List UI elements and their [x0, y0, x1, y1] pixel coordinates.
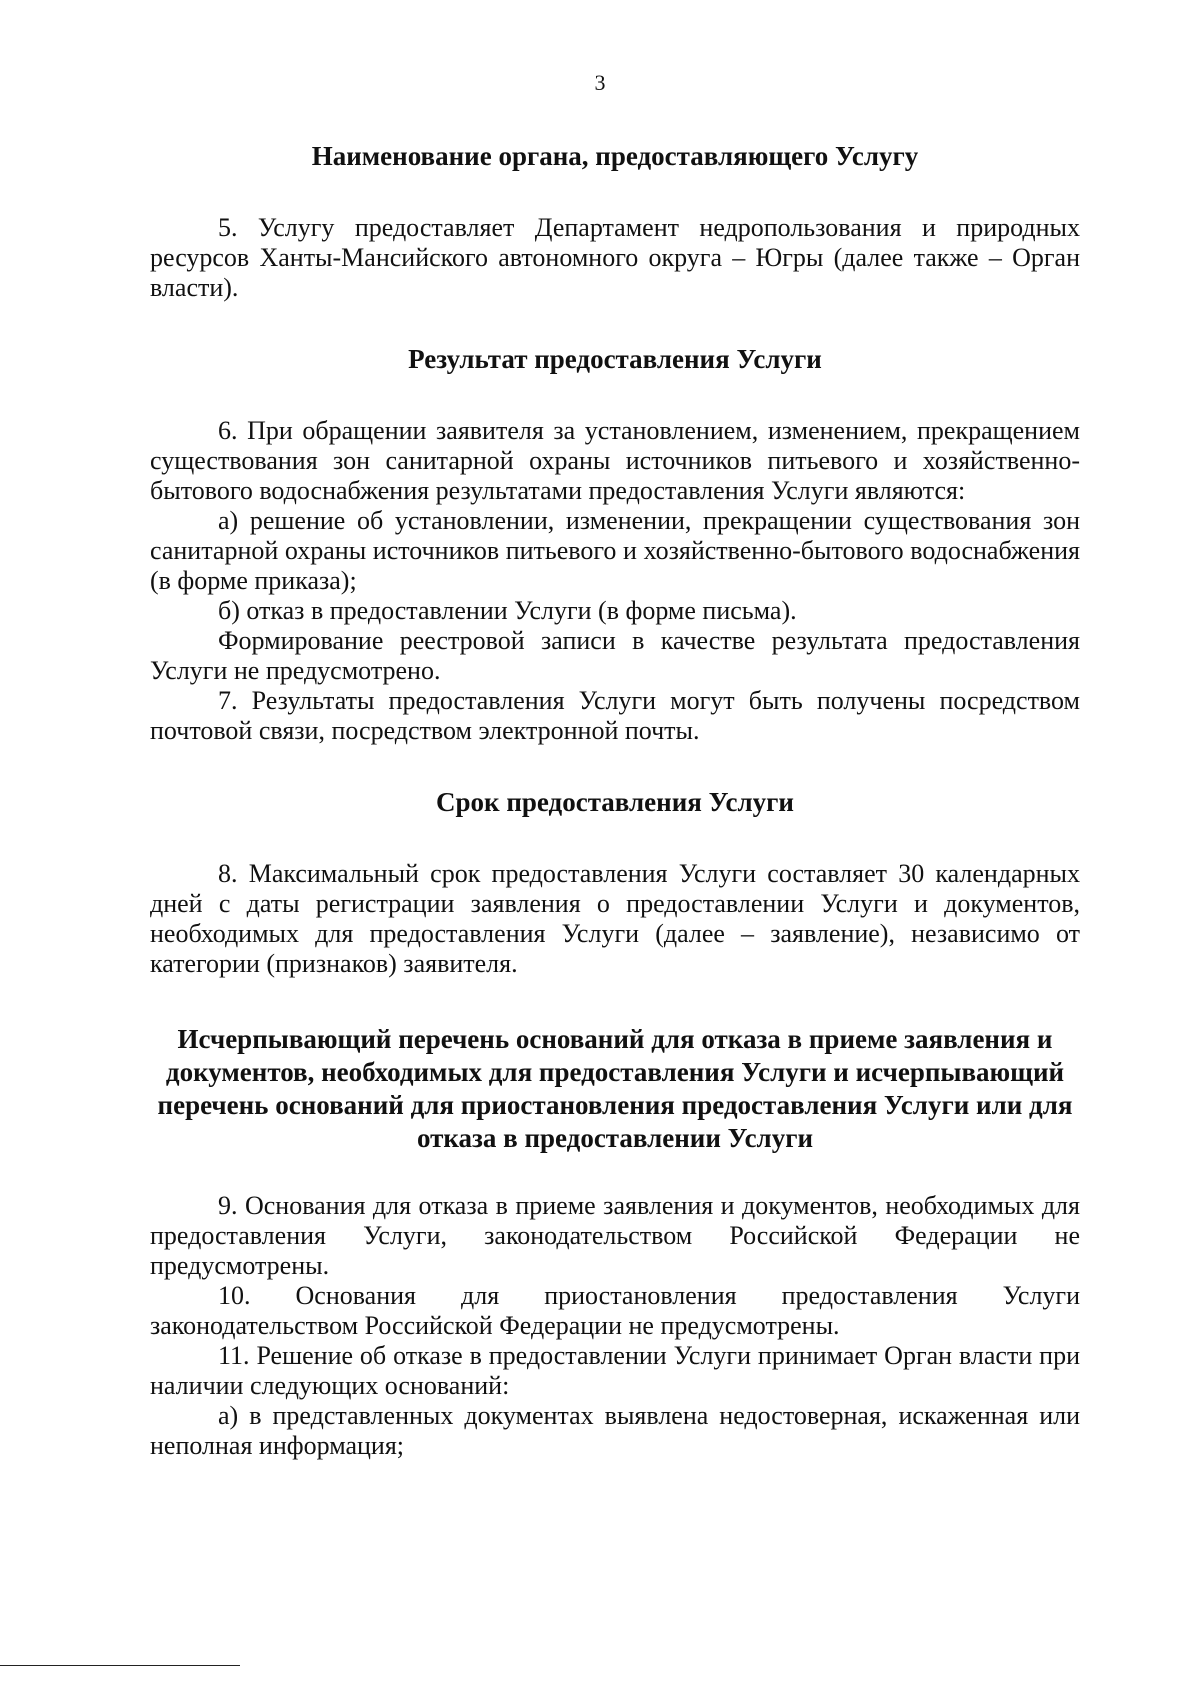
paragraph: б) отказ в предоставлении Услуги (в форме письма).	[218, 596, 797, 625]
paragraph: 7. Результаты предоставления Услуги могут быть получены посредством почтовой связи, посредством электронной почты.	[150, 686, 1080, 745]
paragraph: Формирование реестровой записи в качестве результата предоставления Услуги не предусмотрено.	[150, 626, 1080, 685]
footnote-separator	[0, 1665, 240, 1666]
paragraph: 6. При обращении заявителя за установлением, изменением, прекращением существования зон санитарной охраны источников питьевого и хозяйственно-бытового водоснабжения результатами предоставления Услуги являются:	[150, 416, 1080, 505]
section-heading: Исчерпывающий перечень оснований для отказа в приеме заявления и документов, необходимых для предоставления Услуги и исчерпывающий перечень оснований для приостановления предоставления Услуги или для отказа в предоставлении Услуги	[157, 1024, 1073, 1153]
document-body	[150, 140, 1080, 1461]
paragraph: а) решение об установлении, изменении, прекращении существования зон санитарной охраны источников питьевого и хозяйственно-бытового водоснабжения (в форме приказа);	[150, 506, 1080, 595]
section-heading: Срок предоставления Услуги	[436, 787, 794, 817]
paragraph: а) в представленных документах выявлена недостоверная, искаженная или неполная информация;	[150, 1401, 1080, 1460]
paragraph: 11. Решение об отказе в предоставлении Услуги принимает Орган власти при наличии следующих оснований:	[150, 1341, 1080, 1400]
section-heading: Результат предоставления Услуги	[408, 344, 822, 374]
paragraph: 10. Основания для приостановления предоставления Услуги законодательством Российской Федерации не предусмотрены.	[150, 1281, 1080, 1340]
paragraph: 8. Максимальный срок предоставления Услуги составляет 30 календарных дней с даты регистрации заявления о предоставлении Услуги и документов, необходимых для предоставления Услуги (далее – заявление), независимо от категории (признаков) заявителя.	[150, 859, 1080, 978]
paragraph: 5. Услугу предоставляет Департамент недропользования и природных ресурсов Ханты-Мансийского автономного округа – Югры (далее также – Орган власти).	[150, 213, 1080, 302]
section-heading: Наименование органа, предоставляющего Услугу	[311, 141, 919, 171]
paragraph: 9. Основания для отказа в приеме заявления и документов, необходимых для предоставления Услуги, законодательством Российской Федерации не предусмотрены.	[150, 1191, 1080, 1280]
page-number: 3	[594, 70, 606, 95]
